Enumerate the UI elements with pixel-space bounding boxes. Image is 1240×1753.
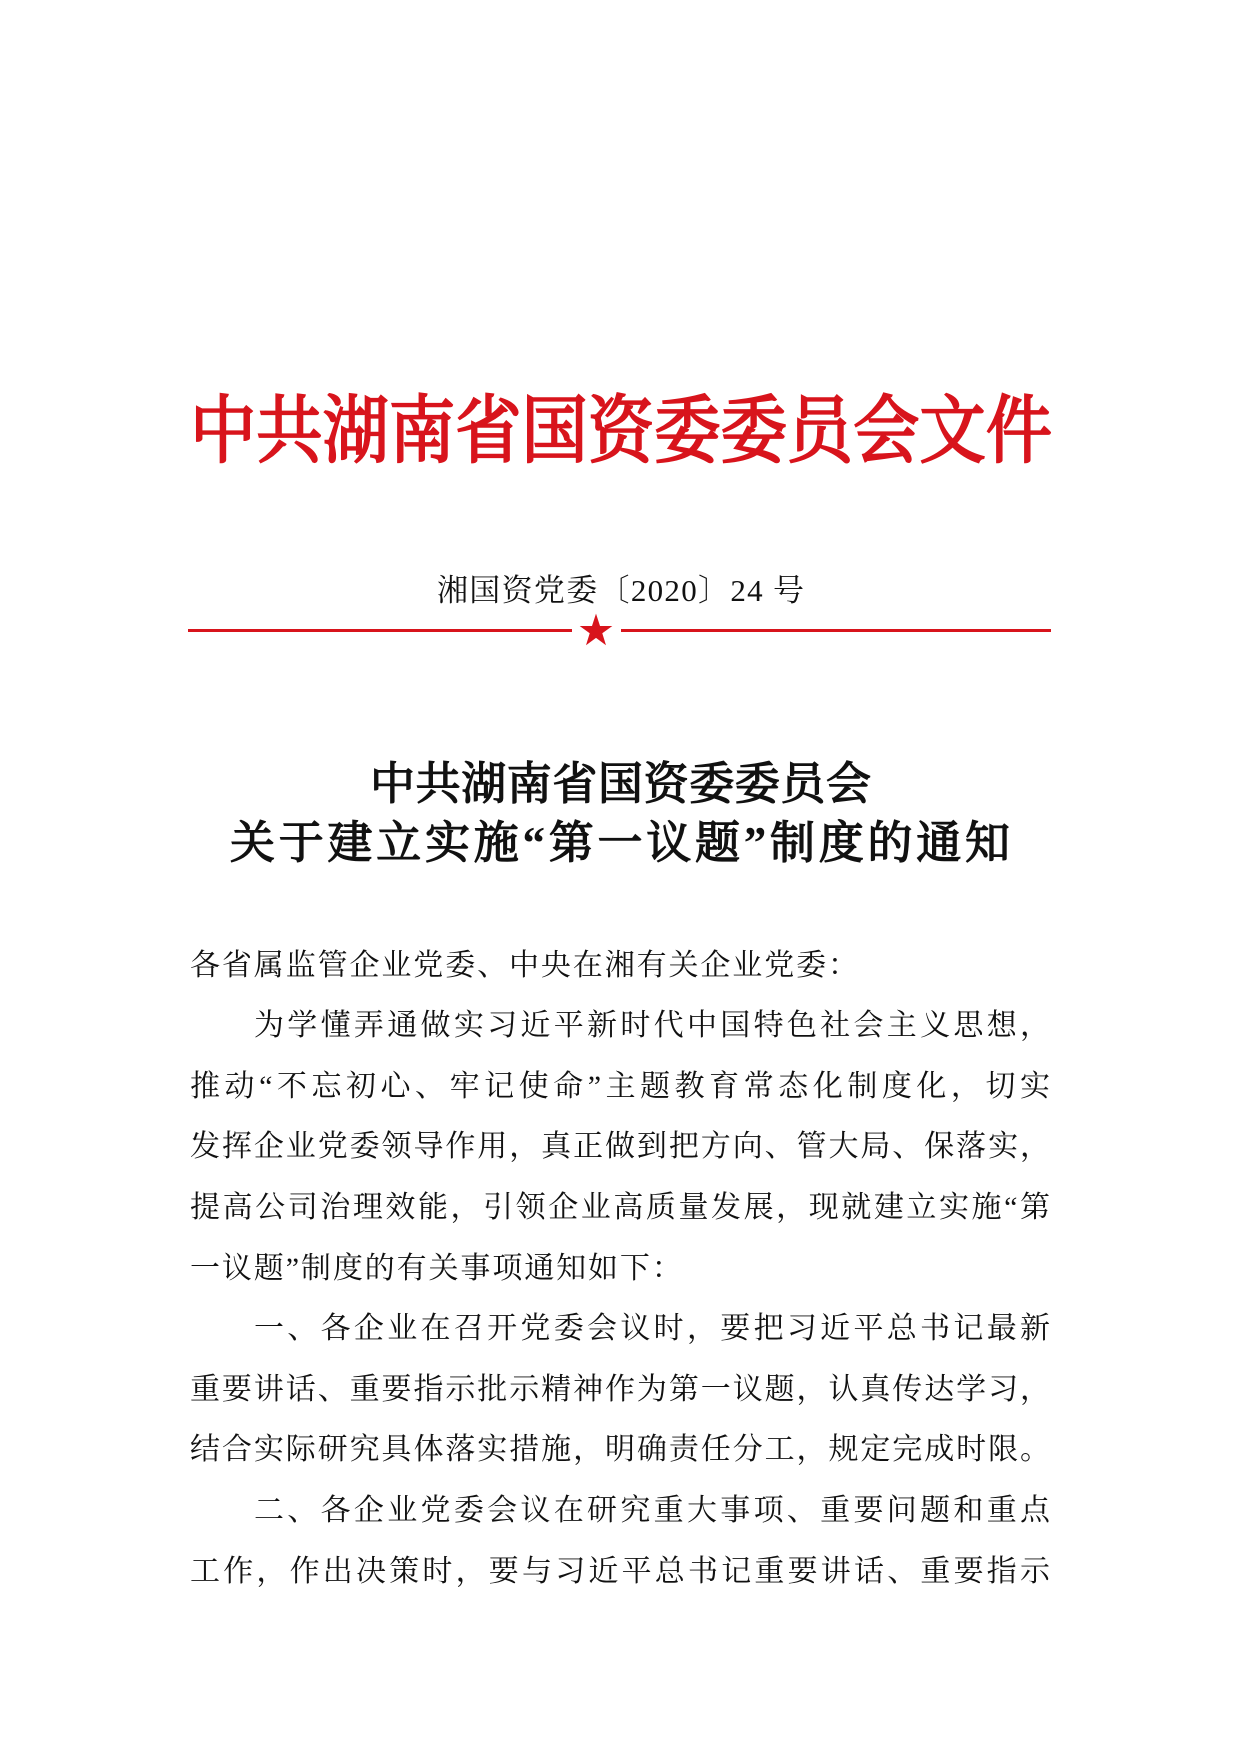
body-line: 推动“不忘初心、牢记使命”主题教育常态化制度化，切实 xyxy=(190,1069,1055,1103)
body-line-row xyxy=(190,1542,1054,1603)
body-line-row xyxy=(190,1239,1050,1300)
notice-title-row-1 xyxy=(370,758,872,810)
star-shape xyxy=(578,613,614,647)
paragraph-item-2 xyxy=(190,1481,1054,1602)
body-line-row xyxy=(190,1057,1055,1118)
red-divider-left xyxy=(188,629,572,632)
body-line-row xyxy=(190,1360,1050,1421)
red-star-icon xyxy=(578,613,614,647)
body-line: 结合实际研究具体落实措施，明确责任分工，规定完成时限。 xyxy=(190,1433,1052,1467)
body-line-row xyxy=(190,996,1054,1057)
body-line: 一议题”制度的有关事项通知如下： xyxy=(190,1251,684,1285)
notice-title-line-1: 中共湖南省国资委委员会 xyxy=(370,759,872,809)
paragraph-preamble xyxy=(190,996,1055,1299)
document-number: 湘国资党委〔2020〕24 号 xyxy=(437,573,806,608)
body-line-row xyxy=(190,1178,1053,1239)
issuing-authority-title: 中共湖南省国资委委员会文件 xyxy=(190,388,1052,474)
body-line: 工作，作出决策时，要与习近平总书记重要讲话、重要指示 xyxy=(190,1554,1054,1588)
body-line: 提高公司治理效能，引领企业高质量发展，现就建立实施“第 xyxy=(190,1191,1053,1225)
body-line: 二、各企业党委会议在研究重大事项、重要问题和重点 xyxy=(254,1494,1054,1528)
notice-body xyxy=(190,936,1055,1603)
body-line: 为学懂弄通做实习近平新时代中国特色社会主义思想， xyxy=(254,1009,1054,1043)
body-line-row xyxy=(190,1299,1054,1360)
body-line: 重要讲话、重要指示批示精神作为第一议题，认真传达学习， xyxy=(190,1372,1052,1406)
body-line: 一、各企业在召开党委会议时，要把习近平总书记最新 xyxy=(254,1312,1054,1346)
body-line-row xyxy=(190,1420,1050,1481)
body-line-row xyxy=(190,1117,1050,1178)
notice-title-row-2 xyxy=(230,817,1014,869)
salutation-row xyxy=(190,936,1050,997)
salutation: 各省属监管企业党委、中央在湘有关企业党委： xyxy=(190,948,860,982)
red-divider-right xyxy=(621,629,1051,632)
body-line-row xyxy=(190,1481,1054,1542)
body-line: 发挥企业党委领导作用，真正做到把方向、管大局、保落实， xyxy=(190,1130,1052,1164)
document-header xyxy=(190,388,1152,474)
document-number-row xyxy=(437,574,805,608)
paragraph-item-1 xyxy=(190,1299,1054,1481)
notice-title-line-2: 关于建立实施“第一议题”制度的通知 xyxy=(230,818,1014,868)
